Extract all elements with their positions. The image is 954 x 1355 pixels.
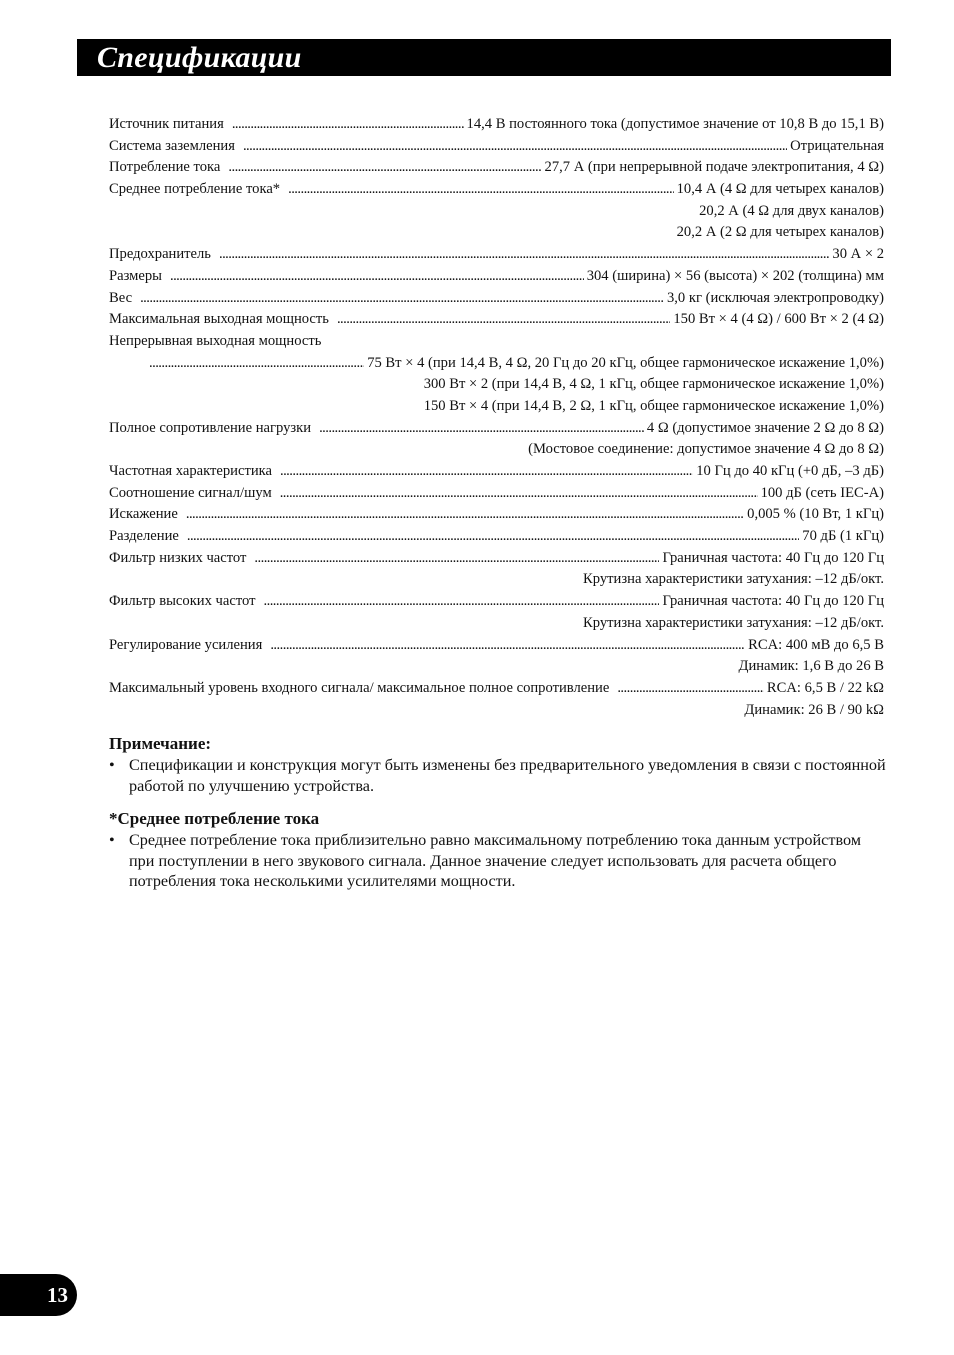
spec-row — [109, 114, 884, 136]
spec-value: 150 Вт × 4 (при 14,4 В, 2 Ω, 1 кГц, общее гармоническое искажение 1,0%) — [423, 397, 884, 414]
dot-leader — [319, 418, 644, 440]
spec-label: Регулирование усиления — [109, 636, 263, 653]
spec-label: Разделение — [109, 528, 179, 545]
dot-leader — [186, 504, 744, 526]
dot-leader — [288, 179, 674, 201]
spec-label: Соотношение сигнал/шум — [109, 484, 272, 501]
spec-value: Граничная частота: 40 Гц до 120 Гц — [662, 549, 884, 566]
bullet-icon: • — [109, 756, 115, 774]
spec-label: Искажение — [109, 506, 178, 523]
spec-value: 75 Вт × 4 (при 14,4 В, 4 Ω, 20 Гц до 20 кГц, общее гармоническое искажение 1,0%) — [367, 354, 884, 371]
dot-leader — [243, 136, 787, 158]
notes-section — [109, 733, 887, 904]
spec-value: 300 Вт × 2 (при 14,4 В, 4 Ω, 1 кГц, общее гармоническое искажение 1,0%) — [423, 376, 884, 393]
spec-row — [109, 483, 884, 505]
spec-row — [109, 526, 884, 548]
note-text: Спецификации и конструкция могут быть изменены без предварительного уведомления в связи с постоянной работой по улучшению устройства. — [129, 756, 886, 795]
spec-row — [109, 548, 884, 570]
spec-label: Максимальный уровень входного сигнала/ максимальное полное сопротивление — [109, 679, 610, 696]
specifications-list — [109, 114, 884, 721]
spec-row — [109, 396, 884, 418]
spec-value: 20,2 А (2 Ω для четырех каналов) — [676, 224, 884, 241]
spec-row — [109, 309, 884, 331]
spec-row — [109, 591, 884, 613]
spec-row — [109, 353, 884, 375]
spec-label: Полное сопротивление нагрузки — [109, 419, 312, 436]
spec-row — [109, 678, 884, 700]
spec-value: 150 Вт × 4 (4 Ω) / 600 Вт × 2 (4 Ω) — [673, 311, 884, 328]
spec-value: 10 Гц до 40 кГц (+0 дБ, –3 дБ) — [696, 463, 884, 479]
spec-label: Непрерывная выходная мощность — [109, 332, 322, 349]
spec-value: 0,005 % (10 Вт, 1 кГц) — [747, 506, 884, 523]
spec-row — [109, 418, 884, 440]
page-title: Спецификации — [97, 41, 302, 74]
spec-row — [109, 569, 884, 591]
spec-label: Фильтр низких частот — [109, 549, 247, 566]
dot-leader — [254, 548, 659, 570]
dot-leader — [232, 114, 464, 136]
spec-label: Потребление тока — [109, 159, 221, 176]
spec-value: 14,4 В постоянного тока (допустимое значение от 10,8 В до 15,1 В) — [466, 116, 884, 132]
spec-row — [109, 635, 884, 657]
spec-row — [109, 157, 884, 179]
spec-row — [109, 439, 884, 461]
dot-leader — [187, 526, 799, 548]
average-current-item — [109, 830, 887, 892]
spec-value: 4 Ω (допустимое значение 2 Ω до 8 Ω) — [646, 419, 884, 436]
spec-label: Частотная характеристика — [109, 463, 272, 479]
dot-leader — [617, 678, 764, 700]
title-bar — [77, 39, 891, 76]
spec-value: Динамик: 26 В / 90 kΩ — [744, 701, 884, 718]
spec-row — [109, 266, 884, 288]
dot-leader — [280, 461, 693, 483]
dot-leader — [219, 244, 829, 266]
dot-leader — [149, 353, 364, 375]
spec-value: 20,2 А (4 Ω для двух каналов) — [699, 202, 884, 219]
spec-row — [109, 461, 884, 483]
spec-row — [109, 179, 884, 201]
spec-label: Система заземления — [109, 137, 235, 154]
spec-label: Среднее потребление тока* — [109, 181, 281, 198]
spec-row — [109, 700, 884, 722]
page-number-tab — [0, 1274, 77, 1316]
spec-row — [109, 613, 884, 635]
spec-value: 10,4 А (4 Ω для четырех каналов) — [676, 181, 884, 198]
spec-value: 27,7 А (при непрерывной подаче электропитания, 4 Ω) — [544, 159, 884, 176]
spec-value: 100 дБ (сеть IEC-A) — [760, 484, 884, 501]
spec-row — [109, 374, 884, 396]
spec-value: 3,0 кг (исключая электропроводку) — [666, 289, 884, 306]
spec-row — [109, 222, 884, 244]
spec-row — [109, 331, 884, 353]
dot-leader — [170, 266, 584, 288]
spec-value: 70 дБ (1 кГц) — [802, 528, 884, 545]
note-heading: Примечание: — [109, 734, 212, 753]
spec-row — [109, 656, 884, 678]
spec-label: Фильтр высоких частот — [109, 593, 256, 610]
spec-value: Отрицательная — [790, 137, 884, 154]
spec-row — [109, 201, 884, 223]
dot-leader — [270, 635, 745, 657]
dot-leader — [228, 157, 541, 179]
average-current-heading: *Среднее потребление тока — [109, 809, 320, 828]
page-number: 13 — [47, 1283, 68, 1307]
spec-label: Предохранитель — [109, 246, 211, 263]
spec-label: Максимальная выходная мощность — [109, 311, 329, 328]
average-current-text: Среднее потребление тока приблизительно равно максимальному потреблению тока данным устройством при поступлении в него звукового сигнала. Данное значение следует использовать для расчета общего потребления тока несколькими усилителями мощности. — [129, 831, 861, 890]
spec-label: Размеры — [109, 267, 162, 284]
spec-row — [109, 244, 884, 266]
spec-value: Крутизна характеристики затухания: –12 дБ/окт. — [583, 614, 884, 631]
dot-leader — [337, 309, 670, 331]
spec-value: 30 А × 2 — [832, 246, 884, 263]
spec-value: (Мостовое соединение: допустимое значение 4 Ω до 8 Ω) — [528, 441, 884, 458]
spec-label: Источник питания — [109, 116, 224, 132]
spec-value: Граничная частота: 40 Гц до 120 Гц — [662, 593, 884, 610]
spec-value: Динамик: 1,6 В до 26 В — [738, 658, 884, 675]
spec-row — [109, 288, 884, 310]
spec-value: RCA: 400 мВ до 6,5 В — [748, 636, 884, 653]
average-current-block — [109, 808, 887, 892]
spec-label: Вес — [109, 289, 133, 306]
spec-value: RCA: 6,5 В / 22 kΩ — [766, 679, 884, 696]
spec-value: 304 (ширина) × 56 (высота) × 202 (толщина) мм — [586, 267, 884, 284]
spec-row — [109, 136, 884, 158]
bullet-icon: • — [109, 831, 115, 849]
spec-value: Крутизна характеристики затухания: –12 дБ/окт. — [583, 571, 884, 588]
spec-row — [109, 504, 884, 526]
dot-leader — [140, 288, 664, 310]
note-block — [109, 733, 887, 796]
dot-leader — [280, 483, 758, 505]
dot-leader — [264, 591, 660, 613]
note-item — [109, 755, 887, 796]
